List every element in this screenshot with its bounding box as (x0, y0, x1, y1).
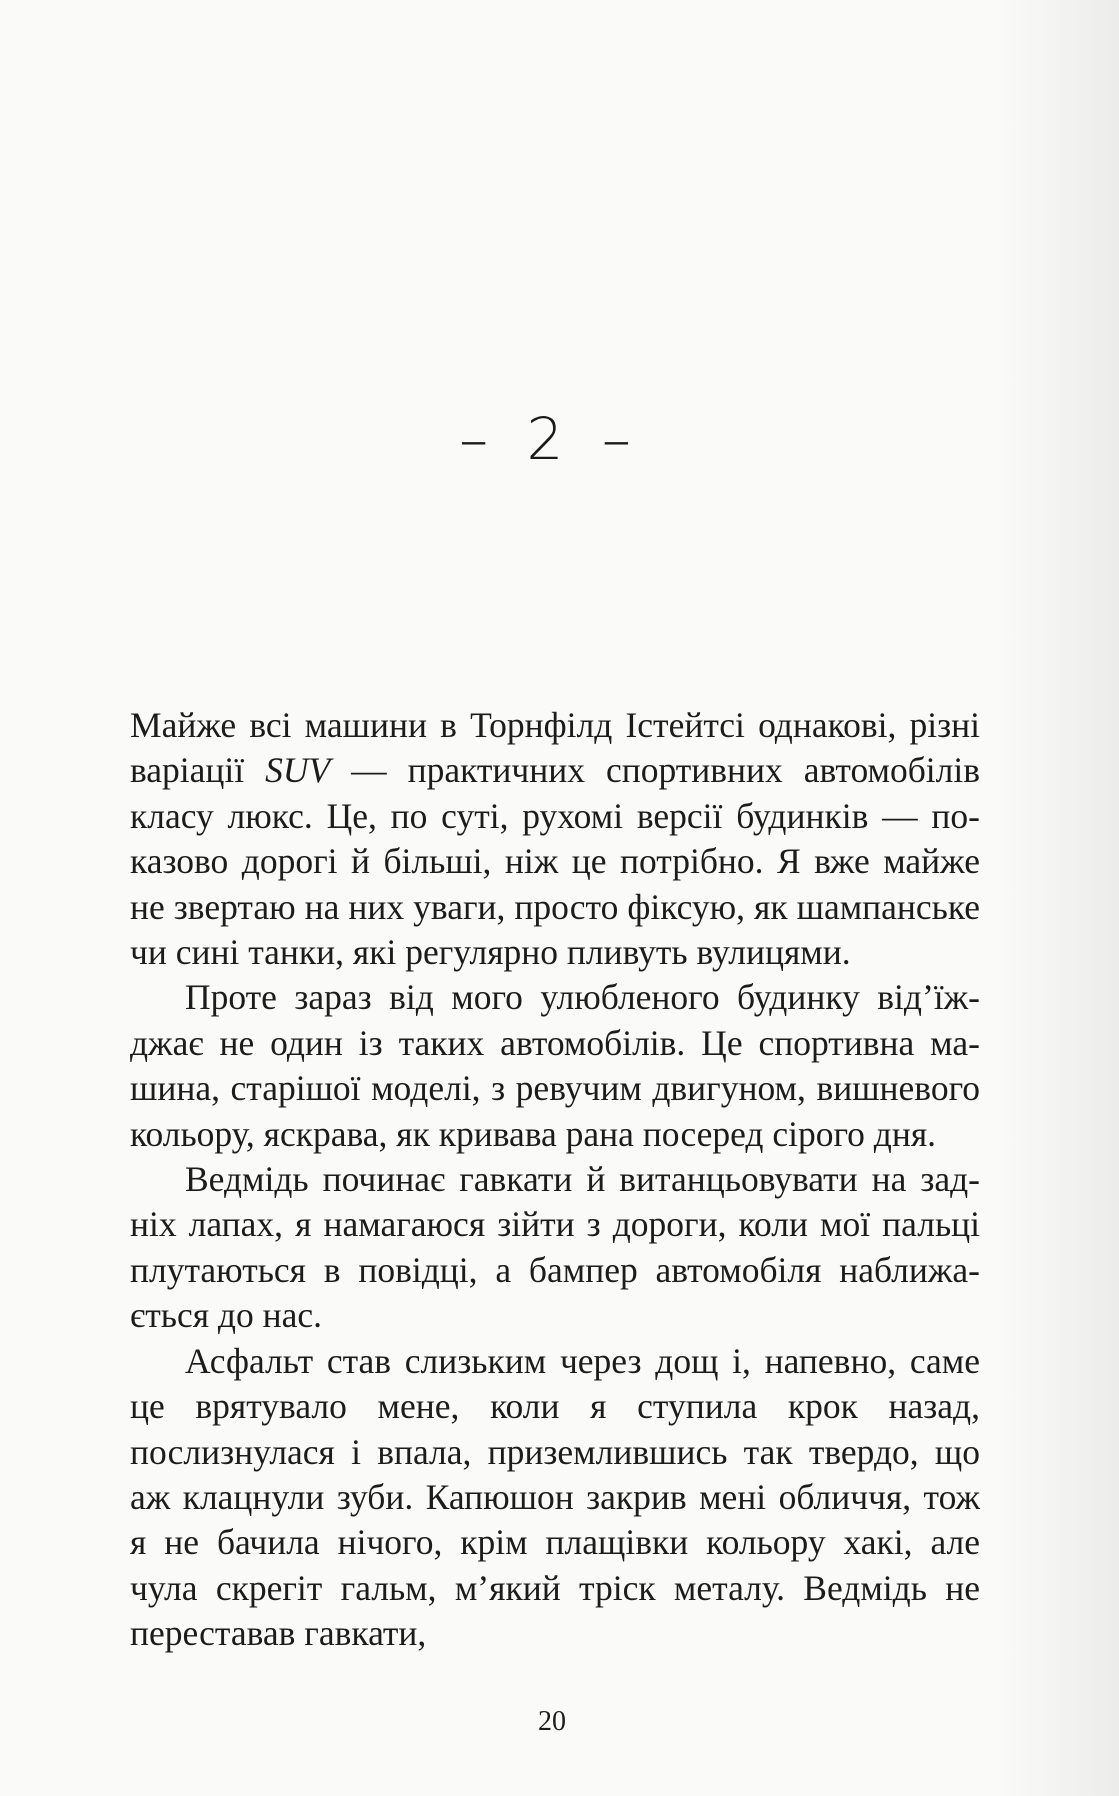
paragraph-1-after: — практичних спортивних автомобілів класу люкс. Це, по суті, рухомі версії будинків — показово дорогі й більші, ніж це потрібно. Я вже майже не звертаю на них уваги, просто фіксую, як шампанське чи сині танки, які регулярно пливуть вулицями. (130, 750, 981, 973)
chapter-number: – 2 – (459, 405, 641, 473)
paragraph-3: Ведмідь починає гавкати й витанцьовувати на задніх лапах, я намагаюся зійти з дороги, коли мої пальці плутаються в повідці, а бампер автомобіля наближається до нас. (130, 1159, 980, 1336)
paragraph-1-emphasis: SUV (265, 750, 331, 791)
paragraph-1-before: Майже всі машини в Торнфілд Істейтсі однакові, різні варіації (130, 705, 980, 791)
page-gutter-shadow (999, 0, 1119, 1796)
page-number: 20 (538, 1706, 566, 1737)
chapter-body (130, 703, 980, 1657)
paragraph-1 (130, 703, 980, 975)
paragraph-2: Проте зараз від мого улюбленого будинку від’їжджає не один із таких автомобілів. Це спортивна машина, старішої моделі, з ревучим двигуном, вишневого кольору, яскрава, як кривава рана посеред сірого дня. (130, 977, 980, 1154)
paragraph-4: Асфальт став слизьким через дощ і, напевно, саме це врятувало мене, коли я ступила крок назад, послизнулася і впала, приземлившись так твердо, що аж клацнули зуби. Капюшон закрив мені обличчя, тож я не бачила нічого, крім плащівки кольору хакі, але чула скрегіт гальм, м’який тріск металу. Ведмідь не переставав гавкати, (130, 1340, 980, 1654)
